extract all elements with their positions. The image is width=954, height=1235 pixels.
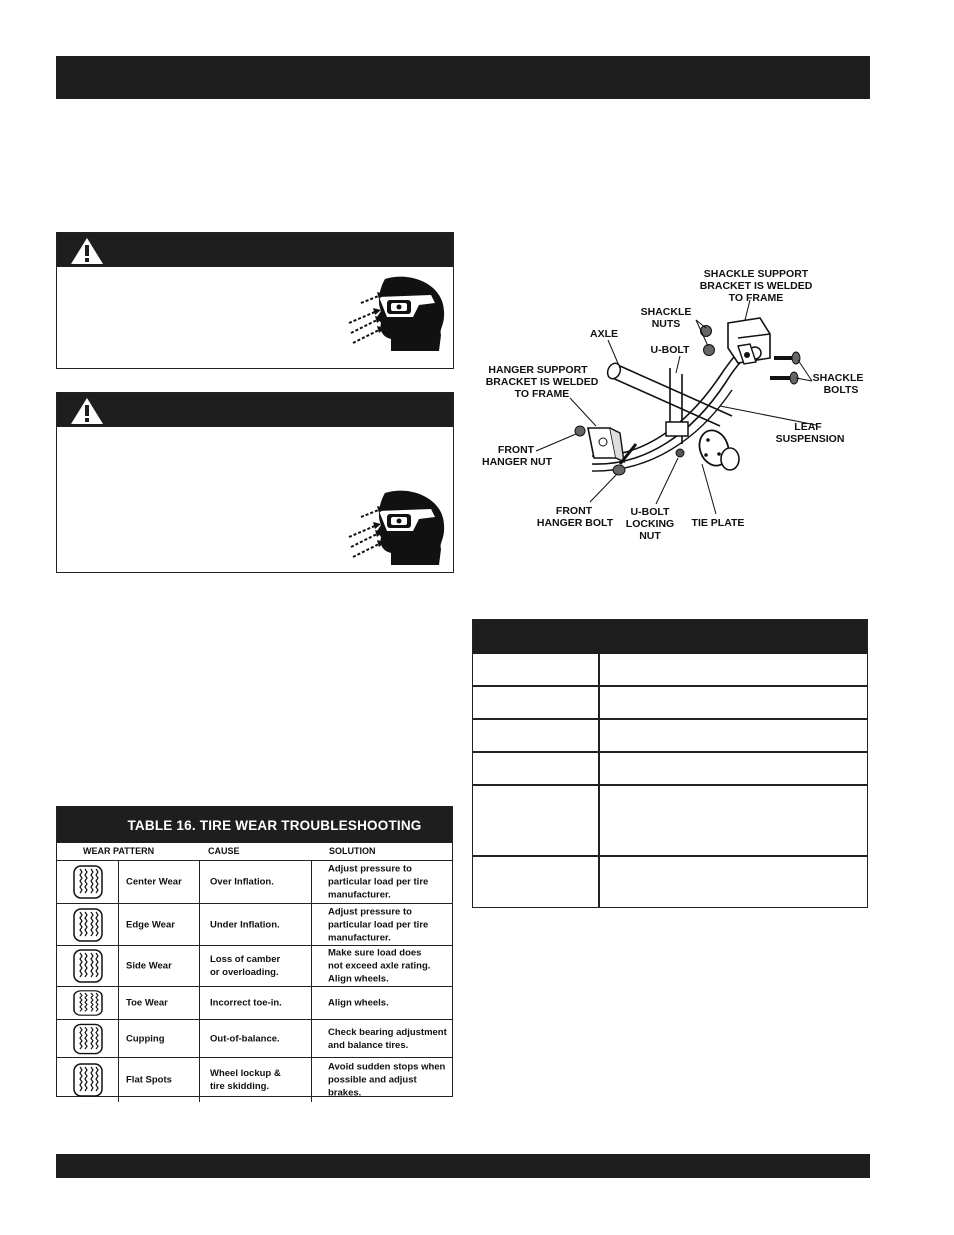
label-shackle-nuts: NUTS — [651, 318, 681, 330]
wear-pattern-label: Center Wear — [126, 876, 182, 888]
label-front-hanger-bolt: HANGER BOLT — [536, 517, 614, 529]
wear-pattern-label: Edge Wear — [126, 919, 175, 930]
label-leaf-suspension: LEAF — [794, 421, 822, 433]
column-divider — [118, 1058, 119, 1102]
column-divider — [199, 946, 200, 986]
table-row — [57, 946, 452, 987]
column-divider — [199, 861, 200, 903]
label-axle: AXLE — [589, 328, 619, 340]
label-u-bolt-locking-nut: U-BOLT — [630, 506, 670, 518]
cause-cell: Loss of camber or overloading. — [210, 954, 281, 978]
solution-cell: Check bearing adjustment and balance tires. — [328, 1026, 447, 1051]
label-front-hanger-bolt: FRONT — [555, 505, 593, 517]
cause-cell: Over Inflation. — [210, 876, 274, 888]
column-divider — [199, 1020, 200, 1057]
column-divider — [118, 1020, 119, 1057]
table-title: TABLE 16. TIRE WEAR TROUBLESHOOTING — [57, 807, 452, 843]
table-row — [473, 855, 867, 907]
table-header-row — [57, 843, 452, 861]
column-divider — [118, 904, 119, 945]
warning-triangle-icon — [70, 237, 104, 265]
table-row — [473, 751, 867, 784]
label-hanger-support: TO FRAME — [514, 388, 570, 400]
solution-cell: Avoid sudden stops when possible and adjust brakes. — [328, 1061, 446, 1099]
label-u-bolt-locking-nut: LOCKING — [625, 518, 675, 530]
label-u-bolt: U-BOLT — [650, 344, 690, 356]
warning-triangle-icon — [70, 397, 104, 425]
label-shackle-support: BRACKET IS WELDED — [699, 280, 813, 292]
table-row — [473, 718, 867, 751]
wear-pattern-label: Toe Wear — [126, 997, 168, 1009]
table-row — [473, 685, 867, 718]
cause-cell: Incorrect toe-in. — [210, 997, 282, 1009]
table-body — [57, 861, 452, 1102]
tire-tread-icon — [72, 908, 104, 942]
warning-box-2 — [56, 392, 454, 573]
table-row — [473, 784, 867, 855]
safety-goggles-icon — [347, 273, 447, 353]
spec-table — [472, 619, 868, 908]
cause-cell: Under Inflation. — [210, 919, 280, 930]
wear-pattern-label: Flat Spots — [126, 1074, 172, 1086]
column-divider — [199, 1058, 200, 1102]
tire-tread-icon — [72, 1023, 104, 1054]
column-divider — [311, 946, 312, 986]
table-row — [57, 1020, 452, 1058]
column-divider — [311, 1058, 312, 1102]
column-divider — [311, 987, 312, 1019]
suspension-diagram — [470, 258, 870, 558]
safety-goggles-icon — [347, 487, 447, 567]
table-row — [57, 987, 452, 1020]
column-divider — [199, 904, 200, 945]
label-hanger-support: HANGER SUPPORT — [488, 364, 588, 376]
header-solution: SOLUTION — [329, 846, 376, 856]
label-shackle-nuts: SHACKLE — [640, 306, 692, 318]
table-row — [57, 861, 452, 904]
tire-tread-icon — [72, 990, 104, 1016]
wear-pattern-label: Cupping — [126, 1033, 165, 1044]
label-shackle-bolts: BOLTS — [823, 384, 859, 396]
table-row — [473, 654, 867, 685]
table-row — [57, 904, 452, 946]
column-divider — [118, 861, 119, 903]
warning-header — [57, 233, 453, 267]
label-tie-plate: TIE PLATE — [691, 517, 745, 529]
label-shackle-bolts: SHACKLE — [812, 372, 864, 384]
label-shackle-support: SHACKLE SUPPORT — [703, 268, 809, 280]
warning-header — [57, 393, 453, 427]
solution-cell: Make sure load does not exceed axle rating. Align wheels. — [328, 947, 431, 985]
cause-cell: Wheel lockup & tire skidding. — [210, 1068, 281, 1092]
warning-box-1 — [56, 232, 454, 369]
label-front-hanger-nut: FRONT — [497, 444, 535, 456]
solution-cell: Align wheels. — [328, 997, 389, 1009]
header-cause: CAUSE — [208, 846, 240, 856]
label-hanger-support: BRACKET IS WELDED — [485, 376, 599, 388]
page-header-bar — [56, 56, 870, 99]
spec-table-header — [473, 620, 867, 654]
solution-cell: Adjust pressure to particular load per tire manufacturer. — [328, 906, 429, 943]
label-leaf-suspension: SUSPENSION — [775, 433, 845, 445]
tire-wear-table — [56, 806, 453, 1097]
column-divider — [118, 946, 119, 986]
tire-tread-icon — [72, 865, 104, 899]
page-footer-bar — [56, 1154, 870, 1178]
tire-tread-icon — [72, 1063, 104, 1097]
label-shackle-support: TO FRAME — [728, 292, 784, 304]
column-divider — [311, 1020, 312, 1057]
label-front-hanger-nut: HANGER NUT — [482, 456, 552, 468]
header-wear-pattern: WEAR PATTERN — [83, 846, 155, 856]
column-divider — [311, 904, 312, 945]
solution-cell: Adjust pressure to particular load per tire manufacturer. — [328, 863, 429, 901]
column-divider — [199, 987, 200, 1019]
column-divider — [118, 987, 119, 1019]
column-divider — [311, 861, 312, 903]
label-u-bolt-locking-nut: NUT — [639, 530, 661, 542]
table-row — [57, 1058, 452, 1102]
wear-pattern-label: Side Wear — [126, 960, 172, 972]
cause-cell: Out-of-balance. — [210, 1033, 280, 1044]
tire-tread-icon — [72, 949, 104, 983]
